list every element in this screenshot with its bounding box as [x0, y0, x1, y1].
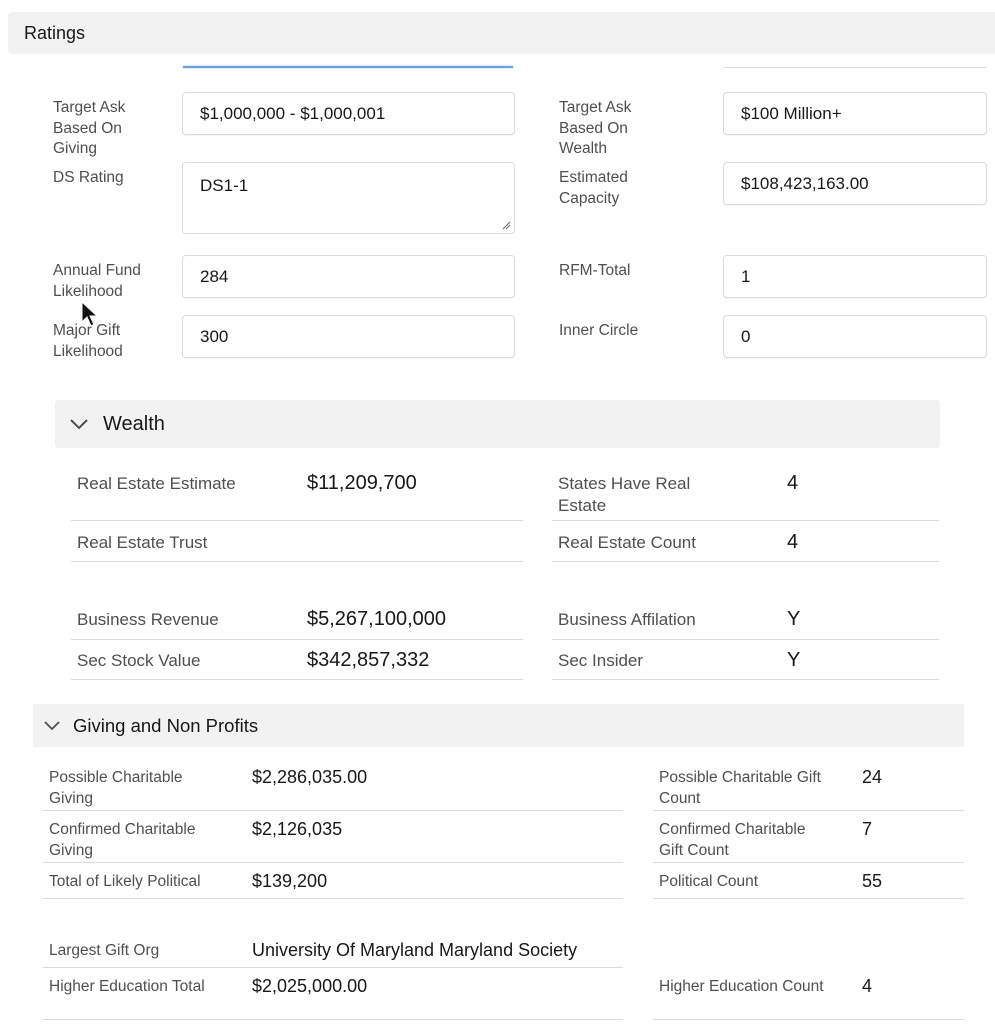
- possible-charitable-giving-value: $2,286,035.00: [252, 767, 368, 787]
- possible-charitable-gift-count-label: Possible Charitable Gift Count: [659, 769, 821, 807]
- wealth-section-header[interactable]: [55, 400, 940, 448]
- states-have-real-estate-value: 4: [787, 472, 799, 494]
- giving-title: Giving and Non Profits: [73, 714, 259, 736]
- row-divider: [71, 561, 523, 562]
- row-divider: [552, 679, 939, 680]
- row-divider: [43, 967, 623, 968]
- ds-rating-value: DS1-1: [200, 176, 249, 195]
- row-divider: [71, 520, 523, 521]
- ratings-title: Ratings: [24, 22, 86, 43]
- row-divider: [653, 898, 964, 899]
- real-estate-estimate-value: $11,209,700: [307, 472, 417, 494]
- real-estate-trust-label: Real Estate Trust: [77, 533, 208, 552]
- rfm-total-input[interactable]: 1: [723, 255, 987, 298]
- largest-gift-org-value: University Of Maryland Maryland Society: [252, 940, 578, 960]
- row-divider: [71, 639, 523, 640]
- row-divider: [653, 1019, 964, 1020]
- row-divider: [552, 561, 939, 562]
- sec-insider-label: Sec Insider: [558, 651, 644, 670]
- ds-rating-label: DS Rating: [53, 169, 124, 186]
- sec-insider-value: Y: [787, 649, 801, 671]
- confirmed-charitable-giving-value: $2,126,035: [252, 819, 343, 839]
- row-divider: [71, 679, 523, 680]
- inner-circle-input[interactable]: 0: [723, 315, 987, 358]
- partial-input-focus-line: [183, 66, 513, 68]
- ds-rating-textarea[interactable]: [182, 162, 515, 234]
- states-have-real-estate-label: States Have Real Estate: [558, 474, 691, 515]
- annual-fund-likelihood-input[interactable]: 284: [182, 255, 515, 298]
- partial-input-border: [724, 67, 986, 68]
- row-divider: [552, 639, 939, 640]
- higher-education-total-value: $2,025,000.00: [252, 976, 368, 996]
- row-divider: [552, 520, 939, 521]
- total-likely-political-label: Total of Likely Political: [49, 873, 201, 890]
- real-estate-count-label: Real Estate Count: [558, 533, 696, 552]
- target-ask-giving-label: Target Ask Based On Giving: [53, 99, 126, 157]
- row-divider: [653, 810, 964, 811]
- sec-stock-value-label: Sec Stock Value: [77, 651, 201, 670]
- wealth-title: Wealth: [103, 412, 165, 435]
- target-ask-wealth-input[interactable]: $100 Million+: [723, 92, 987, 135]
- business-revenue-label: Business Revenue: [77, 610, 219, 629]
- sec-stock-value-value: $342,857,332: [307, 649, 430, 671]
- total-likely-political-value: $139,200: [252, 871, 328, 891]
- mouse-cursor-icon: [80, 300, 100, 330]
- annual-fund-likelihood-label: Annual Fund Likelihood: [53, 262, 141, 300]
- ratings-section-header[interactable]: [8, 12, 995, 54]
- higher-education-count-value: 4: [862, 976, 873, 996]
- row-divider: [43, 810, 623, 811]
- business-revenue-value: $5,267,100,000: [307, 608, 447, 630]
- row-divider: [43, 898, 623, 899]
- resize-handle-icon[interactable]: [501, 220, 511, 230]
- confirmed-charitable-gift-count-value: 7: [862, 819, 873, 839]
- chevron-down-icon: [43, 720, 61, 731]
- estimated-capacity-input[interactable]: $108,423,163.00: [723, 162, 987, 205]
- inner-circle-label: Inner Circle: [559, 322, 639, 339]
- rfm-total-label: RFM-Total: [559, 262, 631, 279]
- major-gift-likelihood-input[interactable]: 300: [182, 315, 515, 358]
- confirmed-charitable-giving-label: Confirmed Charitable Giving: [49, 821, 196, 859]
- largest-gift-org-label: Largest Gift Org: [49, 942, 160, 959]
- political-count-value: 55: [862, 871, 883, 891]
- target-ask-giving-input[interactable]: $1,000,000 - $1,000,001: [182, 92, 515, 135]
- major-gift-likelihood-label: Major Gift Likelihood: [53, 322, 123, 360]
- estimated-capacity-label: Estimated Capacity: [559, 169, 628, 207]
- row-divider: [43, 1019, 623, 1020]
- possible-charitable-gift-count-value: 24: [862, 767, 883, 787]
- business-affiliation-label: Business Affilation: [558, 610, 696, 629]
- row-divider: [653, 862, 964, 863]
- business-affiliation-value: Y: [787, 608, 801, 630]
- chevron-down-icon: [69, 418, 89, 430]
- higher-education-count-label: Higher Education Count: [659, 978, 824, 995]
- giving-section-header[interactable]: [33, 704, 964, 747]
- possible-charitable-giving-label: Possible Charitable Giving: [49, 769, 183, 807]
- confirmed-charitable-gift-count-label: Confirmed Charitable Gift Count: [659, 821, 806, 859]
- political-count-label: Political Count: [659, 873, 759, 890]
- real-estate-count-value: 4: [787, 531, 799, 553]
- higher-education-total-label: Higher Education Total: [49, 978, 205, 995]
- target-ask-wealth-label: Target Ask Based On Wealth: [559, 99, 632, 157]
- row-divider: [43, 862, 623, 863]
- real-estate-estimate-label: Real Estate Estimate: [77, 474, 236, 493]
